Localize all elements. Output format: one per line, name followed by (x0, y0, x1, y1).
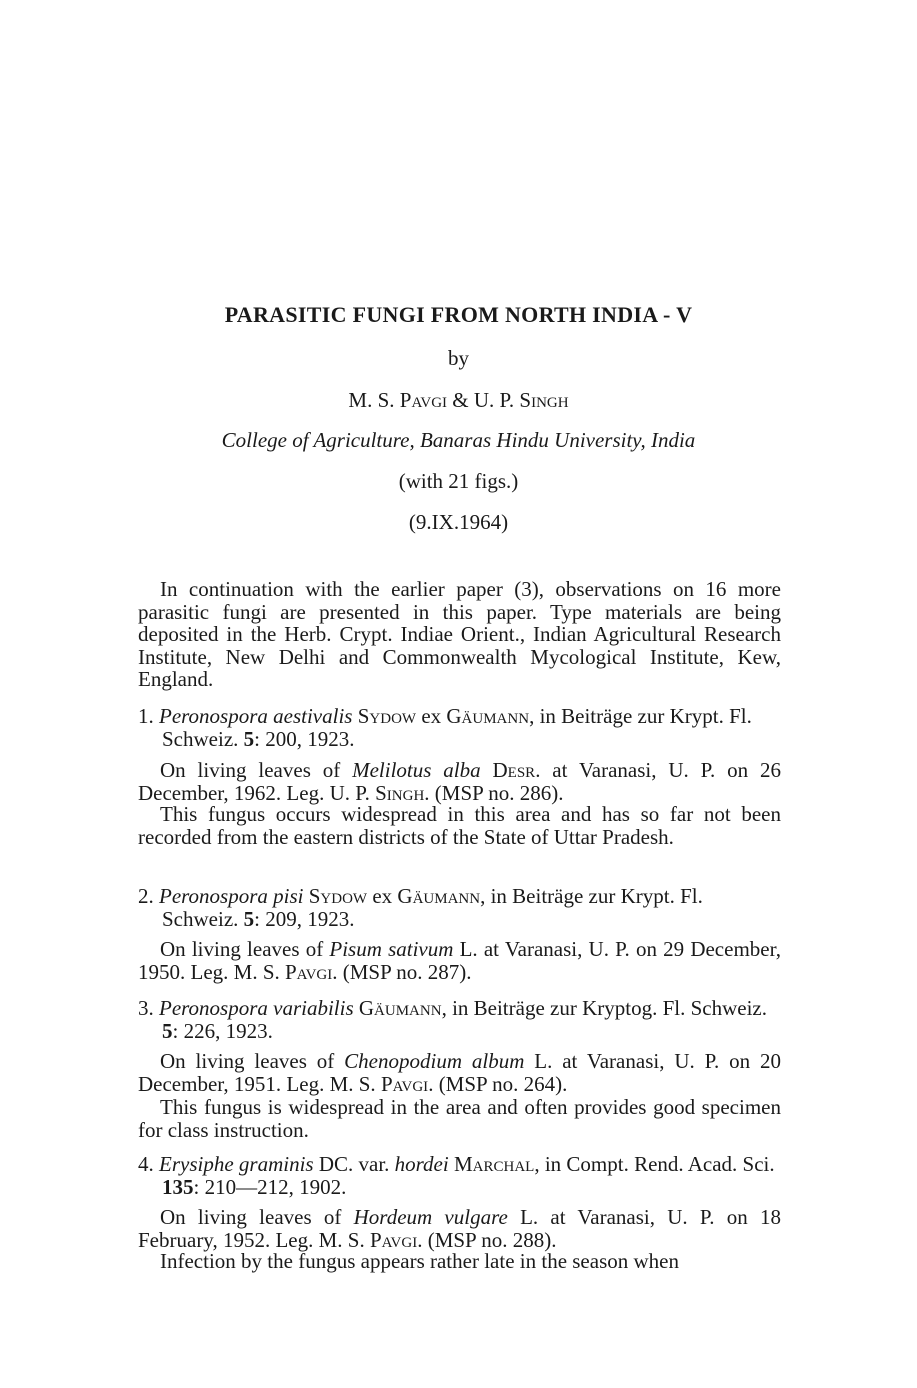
note-paragraph-4: Infection by the fungus appears rather late in the season when (160, 1249, 679, 1273)
received-date: (9.IX.1964) (408, 510, 509, 534)
paper-title: PARASITIC FUNGI FROM NORTH INDIA - V (224, 302, 693, 327)
figures-note: (with 21 figs.) (398, 469, 519, 493)
byline-by: by (448, 346, 469, 370)
collection-paragraph-4: On living leaves of Hordeum vulgare L. at Varanasi, U. P. on 18 February, 1952. Leg. M. S. Pavgi. (MSP no. 288). (138, 1205, 781, 1252)
species-heading-4: 4. Erysiphe graminis DC. var. hordei Marchal, in Compt. Rend. Acad. Sci. 135: 210—212, 1902. (138, 1152, 775, 1199)
species-heading-2: 2. Peronospora pisi Sydow ex Gäumann, in Beiträge zur Krypt. Fl. Schweiz. 5: 209, 1923. (138, 884, 703, 931)
species-heading-3: 3. Peronospora variabilis Gäumann, in Beiträge zur Kryptog. Fl. Schweiz. 5: 226, 1923. (138, 996, 767, 1043)
note-paragraph-3: This fungus is widespread in the area and often provides good specimen for class instruction. (138, 1095, 781, 1142)
affiliation: College of Agriculture, Banaras Hindu University, India (221, 428, 696, 452)
note-paragraph-1: This fungus occurs widespread in this area and has so far not been recorded from the eastern districts of the State of Uttar Pradesh. (138, 802, 781, 849)
species-heading-1: 1. Peronospora aestivalis Sydow ex Gäumann, in Beiträge zur Krypt. Fl. Schweiz. 5: 200, 1923. (138, 704, 752, 751)
collection-paragraph-3: On living leaves of Chenopodium album L. at Varanasi, U. P. on 20 December, 1951. Leg. M. S. Pavgi. (MSP no. 264). (138, 1049, 782, 1096)
authors: M. S. Pavgi & U. P. Singh (348, 388, 569, 412)
collection-paragraph-2: On living leaves of Pisum sativum L. at Varanasi, U. P. on 29 December, 1950. Leg. M. S. Pavgi. (MSP no. 287). (138, 937, 782, 984)
intro-paragraph: In continuation with the earlier paper (3), observations on 16 more parasitic fungi are presented in this paper. Type materials are being deposited in the Herb. Crypt. Indiae Orient., Indian Agricultural Research Institute, New Delhi and Commonwealth Mycological Institute, Kew, England. (138, 577, 781, 691)
collection-paragraph-1: On living leaves of Melilotus alba Desr. at Varanasi, U. P. on 26 December, 1962. Leg. U. P. Singh. (MSP no. 286). (138, 758, 781, 805)
